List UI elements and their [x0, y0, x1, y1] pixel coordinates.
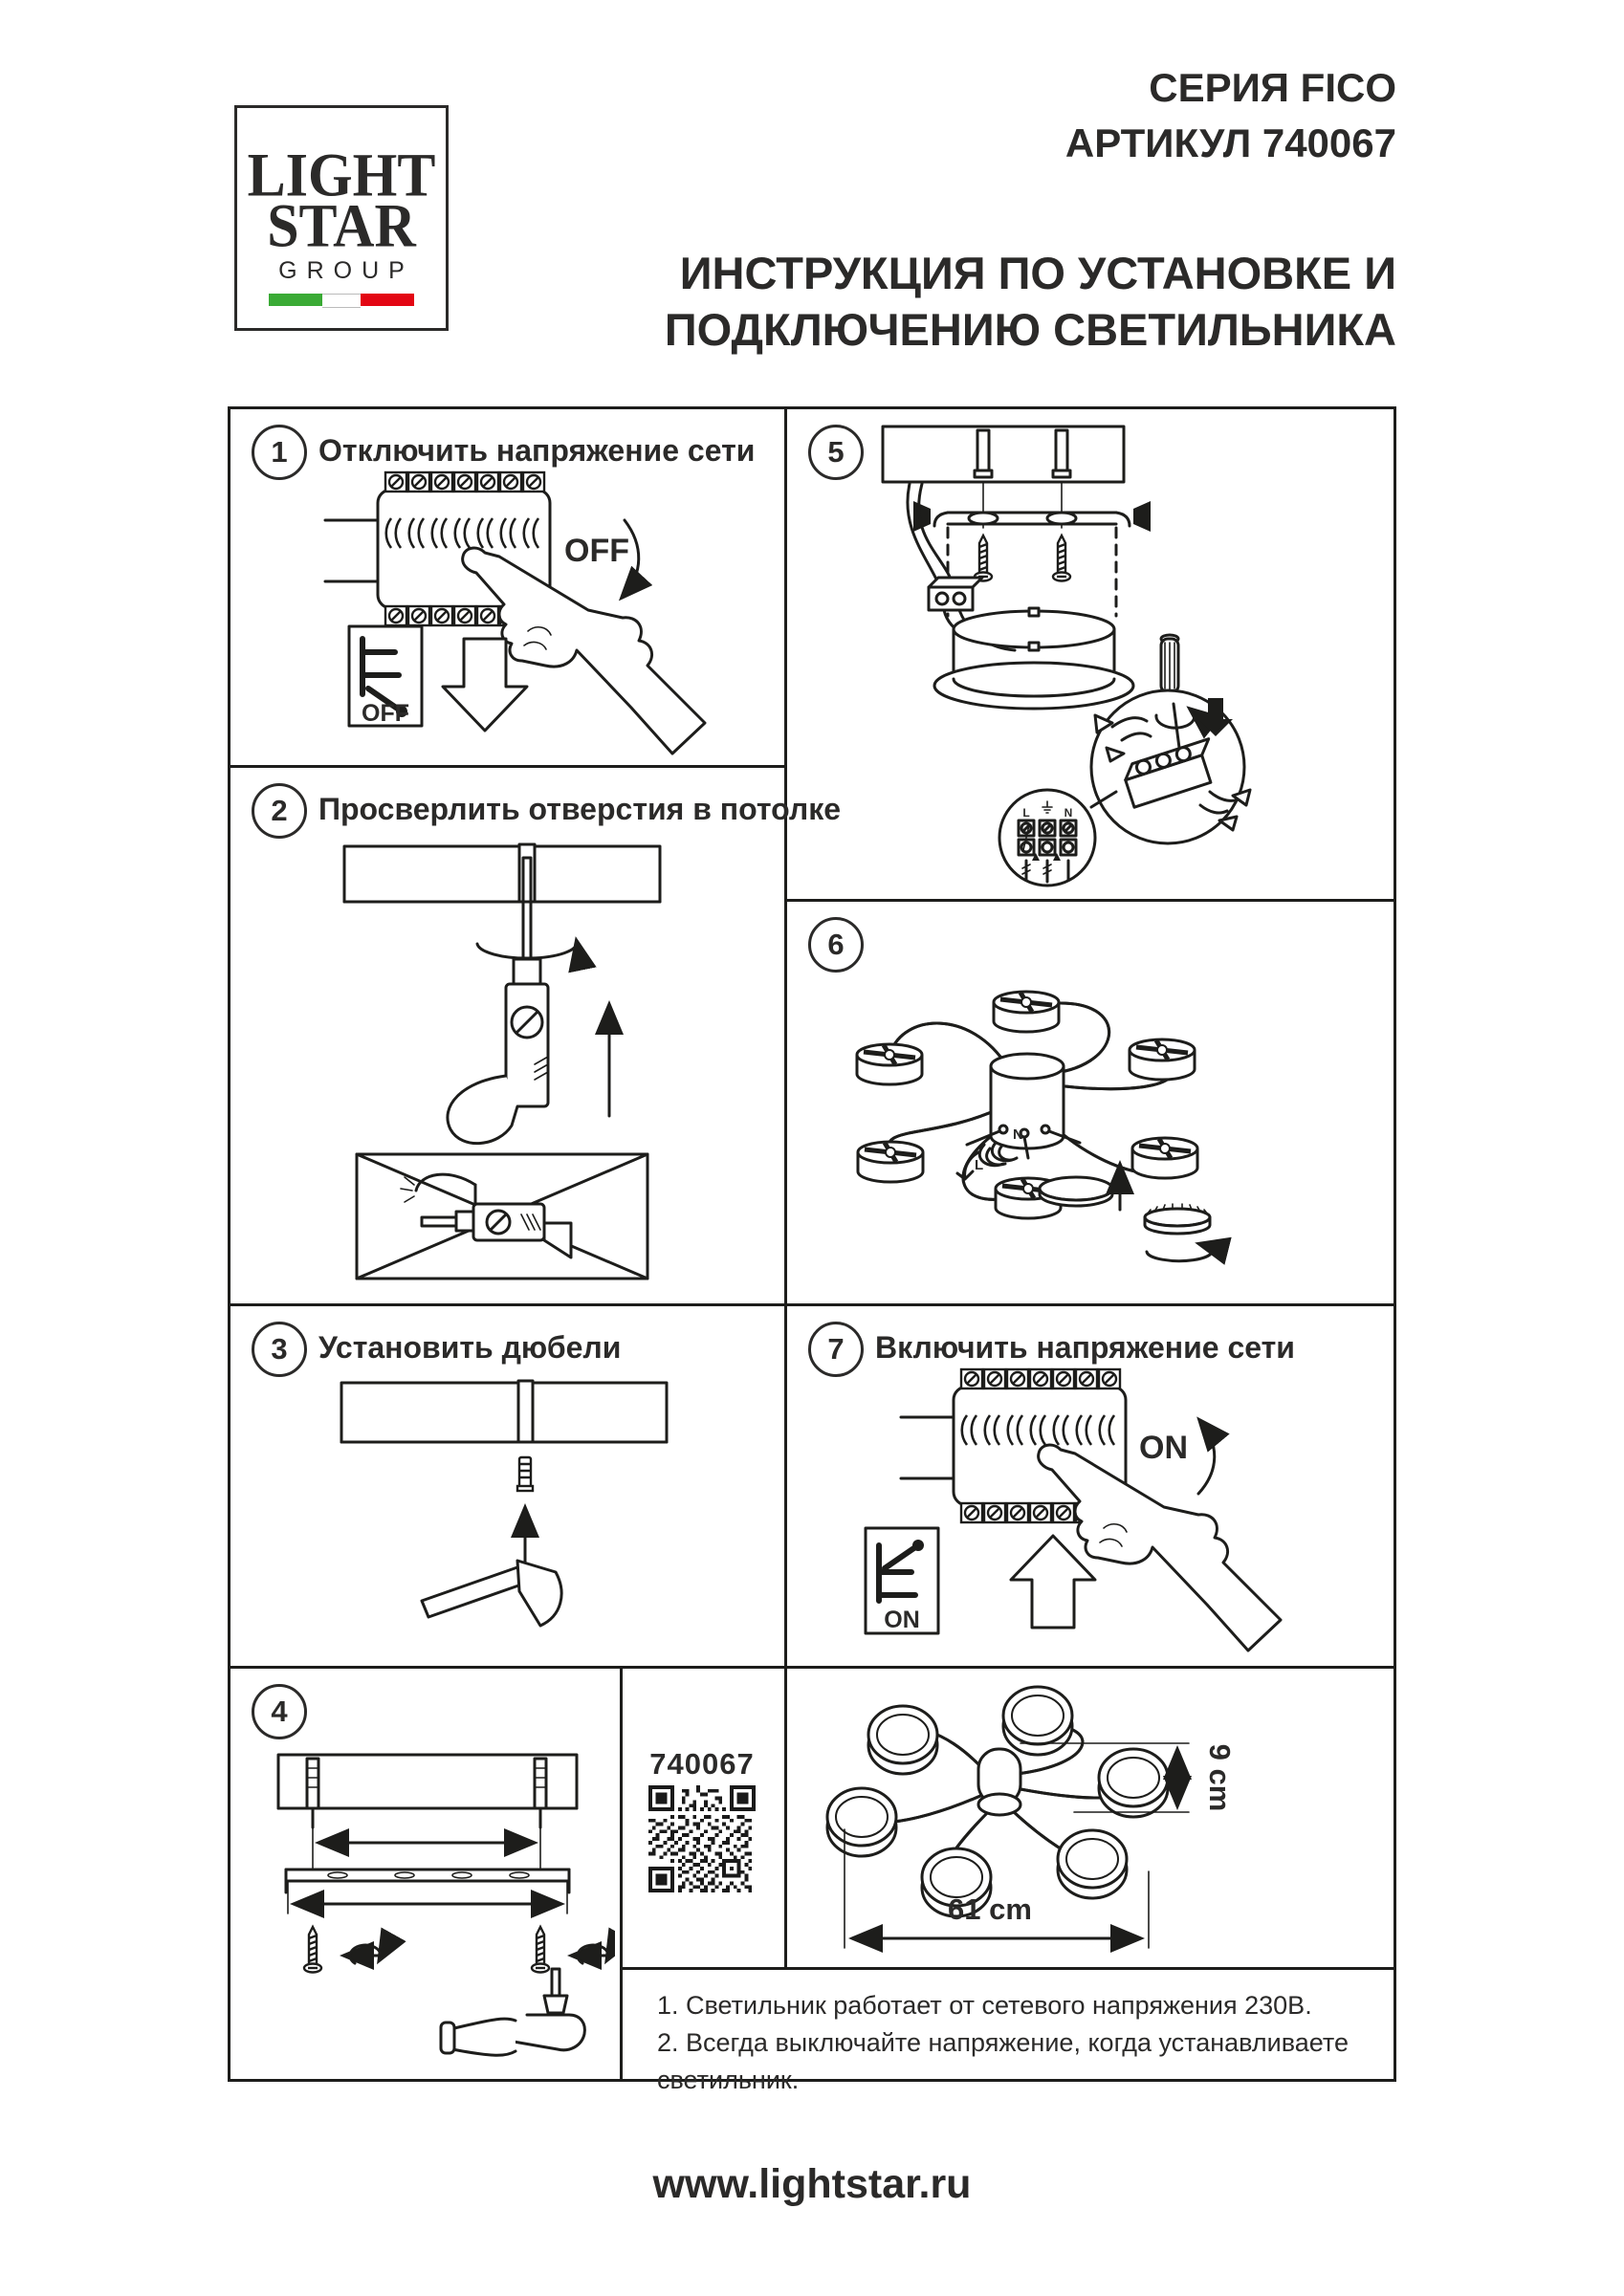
- terminal-front-magnifier: [999, 790, 1095, 886]
- terminal-block-icon: [929, 578, 982, 610]
- step-number-badge: 1: [252, 425, 307, 480]
- terminal-n-label: N: [1064, 806, 1073, 820]
- ceiling-dowels: [307, 1759, 546, 1827]
- bracket-mounting-illustration: [232, 1736, 615, 2075]
- breaker-screws-top: [961, 1369, 1120, 1389]
- on-icon-label: ON: [884, 1607, 920, 1633]
- header-title: [665, 245, 1396, 358]
- lamp-head-icon: [1130, 1039, 1195, 1080]
- dimensions-cell: [787, 1669, 1394, 1964]
- header-title-line2: ПОДКЛЮЧЕНИЮ СВЕТИЛЬНИКА: [664, 304, 1396, 355]
- height-dimension-label: 9 cm: [1203, 1743, 1237, 1812]
- lamp-head-icon: [827, 1788, 896, 1856]
- terminal-detail-magnifier: [1091, 690, 1250, 843]
- step-4-cell: [230, 1669, 617, 2079]
- qr-code: [648, 1785, 756, 1892]
- width-dimension-label: 61 cm: [948, 1892, 1032, 1926]
- ceiling-dowel-icon: [975, 430, 1070, 477]
- cover-disc: [1040, 1177, 1112, 1206]
- step-title: Просверлить отверстия в потолке: [318, 792, 841, 826]
- lamp-head-icon: [857, 1044, 922, 1084]
- note-line-2: 2. Всегда выключайте напряжение, когда устанавливаете светильник.: [657, 2028, 1350, 2094]
- wire-l-label: L: [975, 1157, 984, 1173]
- on-label: ON: [1139, 1430, 1188, 1466]
- screw-icon: [1053, 536, 1070, 581]
- no-horizontal-drilling-icon: [357, 1154, 647, 1279]
- header-series: СЕРИЯ FICO: [1149, 65, 1396, 110]
- step-number-badge: 2: [252, 783, 307, 839]
- step-2-cell: [230, 768, 841, 1301]
- flag-white: [322, 294, 361, 308]
- lamp-head-icon: [1003, 1687, 1072, 1755]
- assembly-illustration: [787, 902, 1394, 1299]
- breaker-screws-top: [385, 472, 544, 492]
- step-number-badge: 6: [808, 917, 864, 973]
- step-5-cell: [787, 409, 1394, 896]
- rotate-arrow-icon: [1147, 1244, 1212, 1261]
- diffuser-ring: [1145, 1204, 1212, 1261]
- logo-star: STAR: [267, 191, 416, 260]
- grid-line: [1394, 406, 1396, 2082]
- off-icon-label: OFF: [362, 700, 409, 727]
- step-title: Включить напряжение сети: [875, 1330, 1295, 1365]
- notes-cell: [623, 1970, 1394, 2094]
- step-3-cell: [230, 1306, 782, 1663]
- qr-article-number: 740067: [649, 1747, 755, 1781]
- lamp-head-icon: [1099, 1749, 1168, 1817]
- flag-green: [269, 294, 322, 306]
- electric-screwdriver-icon: [441, 1969, 584, 2055]
- mounting-bracket: [286, 1870, 569, 1892]
- dowel-icon: [517, 1457, 533, 1491]
- lamp-head-icon: [858, 1142, 923, 1182]
- screw-icon: [304, 1927, 321, 1973]
- dowel-hammer-illustration: [234, 1369, 779, 1656]
- lamp-head-icon: [1058, 1830, 1127, 1898]
- drill-illustration: [234, 829, 779, 1298]
- lamp-head-icon: [994, 992, 1059, 1032]
- central-body: [978, 1749, 1020, 1815]
- screw-icon: [975, 536, 992, 581]
- lamp-head-icon: [1132, 1138, 1197, 1178]
- logo-group: GROUP: [278, 257, 414, 284]
- header-title-line1: ИНСТРУКЦИЯ ПО УСТАНОВКЕ И: [679, 248, 1396, 298]
- step-1-cell: [230, 409, 782, 762]
- off-label: OFF: [564, 533, 629, 569]
- product-dimensions-illustration: [787, 1669, 1394, 1962]
- step-7-cell: [787, 1306, 1394, 1663]
- step-number-badge: 7: [808, 1322, 864, 1377]
- off-switch-icon: [349, 626, 422, 727]
- step-title: Установить дюбели: [318, 1330, 622, 1365]
- step-6-cell: [787, 902, 1394, 1301]
- lamp-head-icon: [868, 1706, 937, 1774]
- on-switch-icon: [866, 1528, 938, 1633]
- lamp-base: [934, 608, 1133, 709]
- wires: [957, 1143, 1017, 1179]
- screw-icon: [532, 1927, 549, 1973]
- up-arrow-icon: [1011, 1536, 1095, 1628]
- breaker-off-illustration: [234, 470, 779, 757]
- lightstar-logo: [234, 105, 449, 331]
- header-article: АРТИКУЛ 740067: [1064, 120, 1396, 165]
- breaker-on-illustration: [791, 1367, 1394, 1654]
- rotation-arrow-icon: [345, 1945, 384, 1963]
- step-number-badge: 4: [252, 1684, 307, 1739]
- breaker-toggles: [962, 1415, 1114, 1445]
- flag-red: [361, 294, 414, 306]
- note-line-1: 1. Светильник работает от сетевого напряжения 230В.: [657, 1991, 1312, 2020]
- rotation-arrow-icon: [573, 1945, 611, 1963]
- logo-light: LIGHT: [247, 141, 436, 209]
- qr-cell: [623, 1669, 781, 1964]
- step-number-badge: 3: [252, 1322, 307, 1377]
- footer-url: www.lightstar.ru: [652, 2161, 972, 2207]
- wiring-illustration: [787, 411, 1394, 894]
- step-number-badge: 5: [808, 425, 864, 480]
- italian-flag-icon: [269, 294, 414, 306]
- step-title: Отключить напряжение сети: [318, 433, 756, 468]
- breaker-toggles: [386, 518, 538, 548]
- wire-n-label: N: [1013, 1126, 1023, 1143]
- terminal-l-label: L: [1022, 806, 1030, 820]
- curved-arrow-icon: [1198, 1421, 1215, 1494]
- hammer-icon: [422, 1561, 561, 1626]
